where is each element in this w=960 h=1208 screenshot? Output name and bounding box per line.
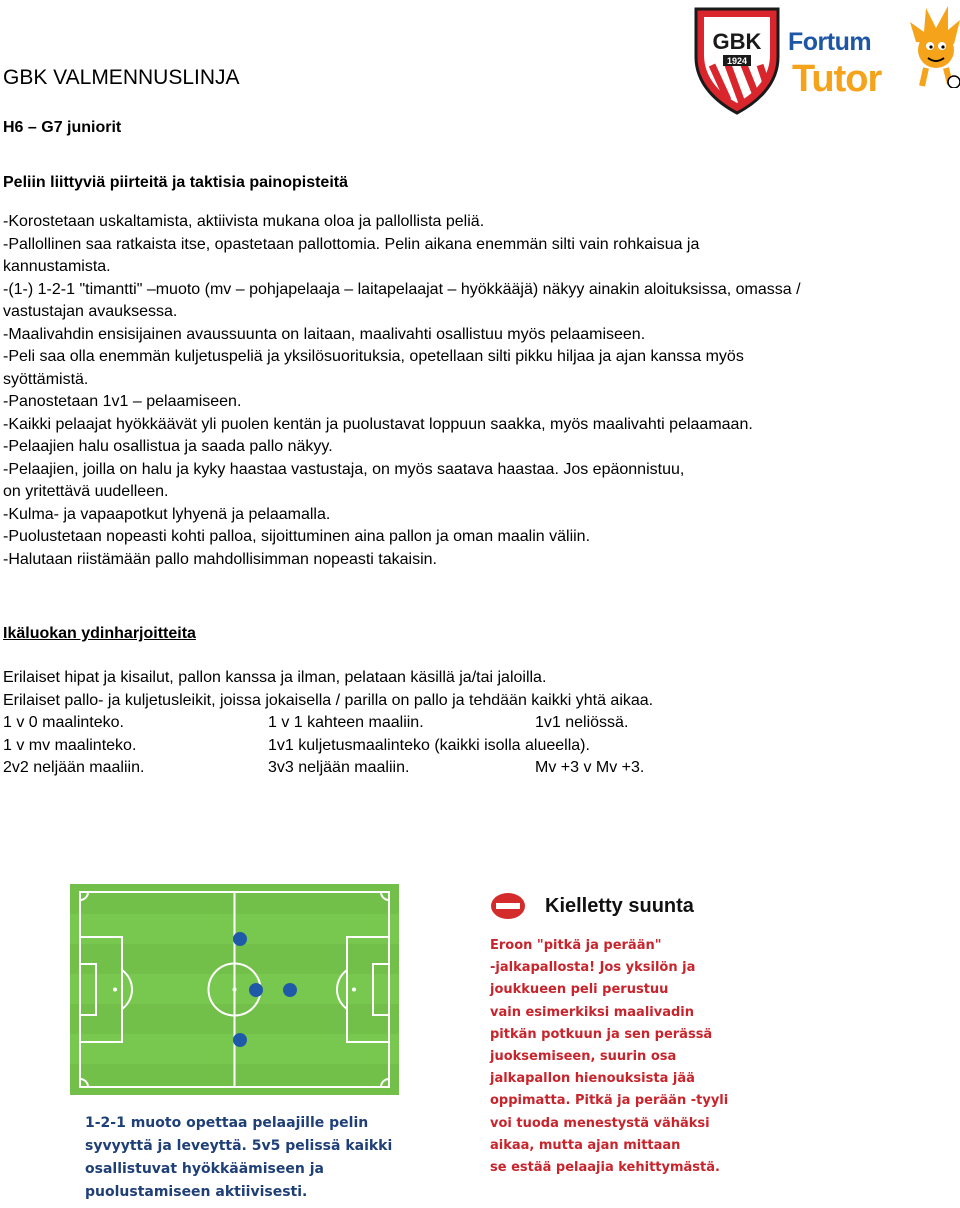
document-title: GBK VALMENNUSLINJA [3, 66, 240, 89]
tactics-line: -Peli saa olla enemmän kuljetuspeliä ja yksilösuorituksia, opetellaan silti pikku hiljaa ja ajan kanssa myös [3, 348, 744, 365]
exercise-cell: 1v1 neliössä. [535, 714, 629, 731]
tactics-line: -Maalivahdin ensisijainen avaussuunta on laitaan, maalivahti osallistuu myös pelaamiseen. [3, 325, 646, 343]
gbk-logo-year: 1924 [726, 56, 748, 66]
gbk-logo [690, 5, 784, 115]
fortum-logo-text: Fortum [788, 28, 872, 56]
exercises-line: Erilaiset hipat ja kisailut, pallon kanssa ja ilman, pelataan käsillä ja/tai jaloilla. [3, 669, 547, 686]
exercise-cell: 1 v 0 maalinteko. [3, 714, 124, 731]
tactics-line: -Halutaan riistämään pallo mahdollisimman nopeasti takaisin. [3, 550, 437, 568]
tactics-line: -Kaikki pelaajat hyökkäävät yli puolen kentän ja puolustavat loppuun saakka, myös maalivahti pelaamaan. [3, 415, 753, 433]
tactics-line: vastustajan avauksessa. [3, 303, 178, 320]
tactics-line: -Kulma- ja vapaapotkut lyhyenä ja pelaamalla. [3, 505, 331, 523]
tutor-logo-text: Tutor [792, 58, 882, 100]
player-marker [233, 932, 247, 946]
tactics-list [3, 211, 933, 571]
tactics-line: kannustamista. [3, 258, 111, 275]
exercise-row [3, 735, 644, 758]
mascot-icon [906, 2, 960, 88]
exercises-intro [3, 667, 933, 712]
exercise-row [3, 757, 644, 780]
exercise-cell: 2v2 neljään maaliin. [3, 759, 145, 776]
exercise-row [3, 712, 644, 735]
tactics-line: -Puolustetaan nopeasti kohti palloa, sijoittuminen aina pallon ja oman maalin väliin. [3, 528, 591, 545]
field-caption: 1-2-1 muoto opettaa pelaajille pelin syvyyttä ja leveyttä. 5v5 pelissä kaikki osallistuvat hyökkäämiseen ja puolustamiseen aktiivisesti. [85, 1115, 393, 1200]
forbidden-direction-text: Eroon "pitkä ja perään" -jalkapallosta! Jos yksilön ja joukkueen peli perustuu vain esimerkiksi maalivadin pitkän potkuun ja sen perässä juoksemiseen, suurin osa jalkapallon hienouksista jää oppimatta. Pitkä ja perään -tyyli voi tuoda menestystä vähäksi aikaa, mutta ajan mittaan se estää pelaajia kehittymästä. [490, 938, 729, 1176]
exercises-line: Erilaiset pallo- ja kuljetusleikit, joissa jokaisella / parilla on pallo ja tehdään kaikki yhtä aikaa. [3, 691, 654, 709]
forbidden-direction-title: Kielletty suunta [545, 895, 694, 917]
exercise-cell: Mv +3 v Mv +3. [535, 759, 645, 776]
player-marker [249, 983, 263, 997]
football-field-diagram [70, 884, 399, 1095]
exercise-cell: 1v1 kuljetusmaalinteko (kaikki isolla alueella). [268, 736, 590, 754]
fortum-tutor-logo [788, 28, 958, 108]
section-heading-exercises: Ikäluokan ydinharjoitteita [3, 625, 196, 642]
player-marker [283, 983, 297, 997]
tactics-line: on yritettävä uudelleen. [3, 483, 169, 500]
gbk-logo-text: GBK [712, 29, 762, 54]
exercise-cell: 1 v 1 kahteen maaliin. [268, 714, 424, 731]
section-heading-tactics: Peliin liittyviä piirteitä ja taktisia painopisteitä [3, 174, 348, 191]
document-subtitle: H6 – G7 juniorit [3, 119, 122, 136]
no-entry-icon [490, 892, 526, 925]
player-marker [233, 1033, 247, 1047]
exercise-cell: 3v3 neljään maaliin. [268, 759, 410, 776]
tactics-line: syöttämistä. [3, 370, 89, 388]
tactics-line: -(1-) 1-2-1 "timantti" –muoto (mv – pohjapelaaja – laitapelaajat – hyökkääjä) näkyy ainakin aloituksissa, omassa / [3, 280, 801, 298]
tactics-line: -Panostetaan 1v1 – pelaamiseen. [3, 393, 242, 410]
tactics-line: -Pelaajien, joilla on halu ja kyky haastaa vastustaja, on myös saatava haastaa. Jos epäonnistuu, [3, 460, 685, 478]
tactics-line: -Korostetaan uskaltamista, aktiivista mukana oloa ja pallollista peliä. [3, 213, 485, 230]
tactics-line: -Pelaajien halu osallistua ja saada pallo näkyy. [3, 438, 333, 455]
exercise-table [3, 712, 644, 780]
tactics-line: -Pallollinen saa ratkaista itse, opastetaan pallottomia. Pelin aikana enemmän silti vain rohkaisua ja [3, 235, 700, 253]
exercise-cell: 1 v mv maalinteko. [3, 736, 137, 754]
